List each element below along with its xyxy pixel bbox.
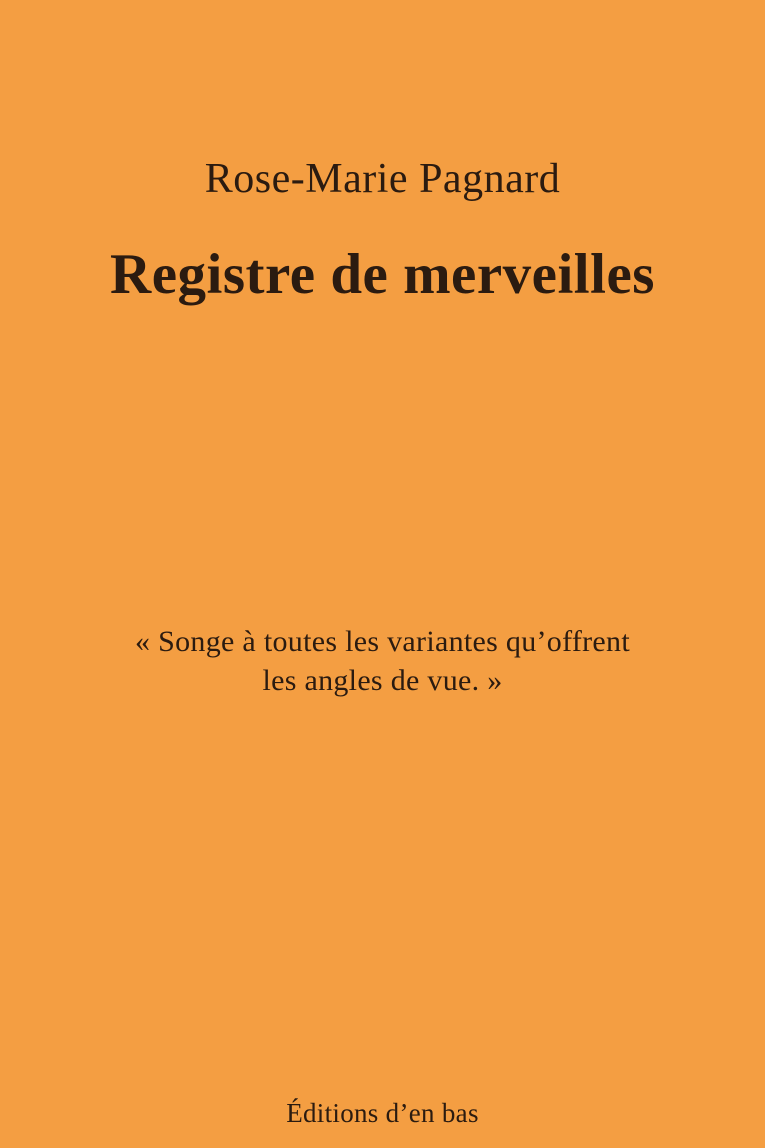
epigraph-quote-line-1: « Songe à toutes les variantes qu’offrent <box>135 625 630 658</box>
author-name: Rose-Marie Pagnard <box>204 156 561 202</box>
book-title: Registre de merveilles <box>110 243 655 306</box>
publisher-name: Éditions d’en bas <box>286 1098 479 1128</box>
epigraph-quote-line-2: les angles de vue. » <box>262 664 503 697</box>
epigraph-quote <box>0 622 765 700</box>
